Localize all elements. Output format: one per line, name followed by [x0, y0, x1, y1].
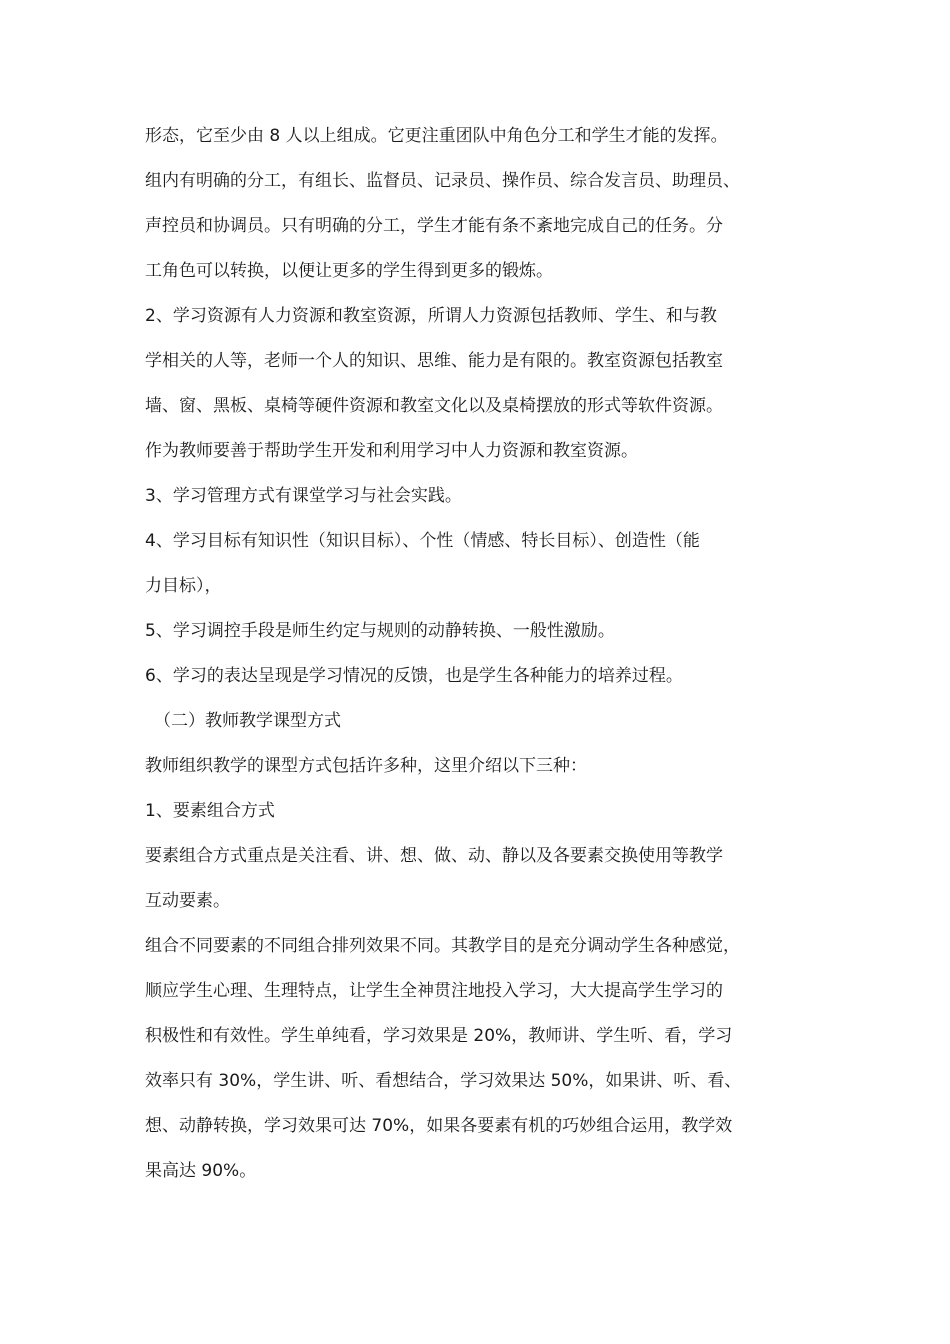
- text-line: 形态，它至少由 8 人以上组成。它更注重团队中角色分工和学生才能的发挥。: [145, 126, 728, 146]
- text-line: 4、学习目标有知识性（知识目标）、个性（情感、特长目标）、创造性（能: [145, 531, 700, 551]
- text-line: 互动要素。: [145, 891, 230, 911]
- text-line: 6、学习的表达呈现是学习情况的反馈，也是学生各种能力的培养过程。: [145, 666, 683, 686]
- text-line: 顺应学生心理、生理特点，让学生全神贯注地投入学习，大大提高学生学习的: [145, 981, 723, 1001]
- text-line: 要素组合方式重点是关注看、讲、想、做、动、静以及各要素交换使用等教学: [145, 846, 723, 866]
- text-line: 5、学习调控手段是师生约定与规则的动静转换、一般性激励。: [145, 621, 615, 641]
- text-line: 声控员和协调员。只有明确的分工，学生才能有条不紊地完成自己的任务。分: [145, 216, 723, 236]
- text-line: 组内有明确的分工，有组长、监督员、记录员、操作员、综合发言员、助理员、: [145, 171, 740, 191]
- text-line: 3、学习管理方式有课堂学习与社会实践。: [145, 486, 462, 506]
- section-heading: （二）教师教学课型方式: [154, 711, 341, 731]
- text-line: 积极性和有效性。学生单纯看，学习效果是 20%，教师讲、学生听、看，学习: [145, 1026, 733, 1046]
- text-line: 工角色可以转换，以便让更多的学生得到更多的锻炼。: [145, 261, 553, 281]
- text-line: 教师组织教学的课型方式包括许多种，这里介绍以下三种：: [145, 756, 587, 776]
- text-line: 效率只有 30%，学生讲、听、看想结合，学习效果达 50%，如果讲、听、看、: [145, 1071, 742, 1091]
- text-line: 墙、窗、黑板、桌椅等硬件资源和教室文化以及桌椅摆放的形式等软件资源。: [145, 396, 723, 416]
- body-text: [145, 114, 815, 1194]
- text-line: 2、学习资源有人力资源和教室资源，所谓人力资源包括教师、学生、和与教: [145, 306, 717, 326]
- text-line: 果高达 90%。: [145, 1161, 257, 1181]
- text-line: 组合不同要素的不同组合排列效果不同。其教学目的是充分调动学生各种感觉，: [145, 936, 740, 956]
- text-line: 学相关的人等，老师一个人的知识、思维、能力是有限的。教室资源包括教室: [145, 351, 723, 371]
- text-line: 想、动静转换，学习效果可达 70%，如果各要素有机的巧妙组合运用，教学效: [145, 1116, 733, 1136]
- text-line: 力目标），: [145, 576, 222, 596]
- text-line: 作为教师要善于帮助学生开发和利用学习中人力资源和教室资源。: [145, 441, 638, 461]
- text-line: 1、要素组合方式: [145, 801, 275, 821]
